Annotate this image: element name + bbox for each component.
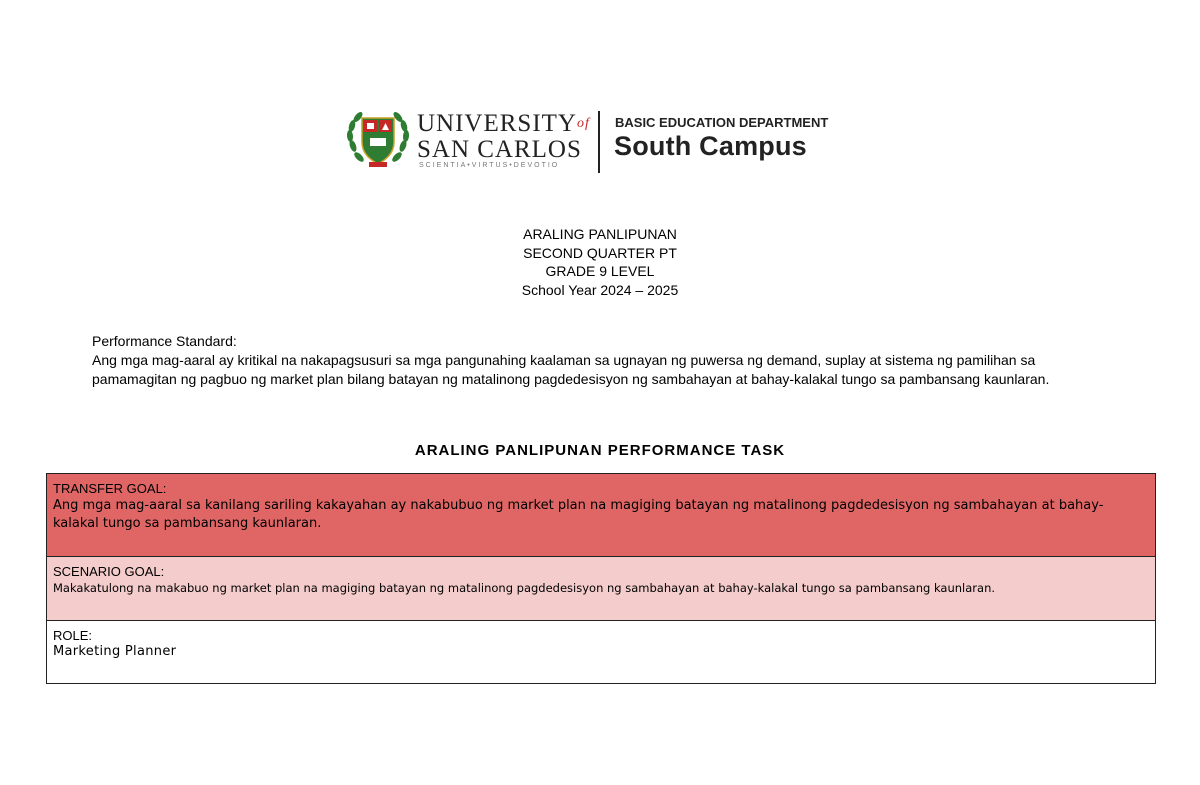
quarter-title: SECOND QUARTER PT xyxy=(523,244,677,261)
performance-standard-label: Performance Standard: xyxy=(92,333,237,349)
scenario-goal-text: Makakatulong na makabuo ng market plan na magiging batayan ng matalinong pagdedesisyon ng sambahayan at bahay-kalakal tungo sa pambansang kaunlaran. xyxy=(53,581,996,595)
transfer-goal-text: Ang mga mag-aaral sa kanilang sariling kakayahan ay nakabubuo ng market plan na magiging batayan ng matalinong pagdedesisyon ng sambahayan at bahay-kalakal tungo sa pambansang kaunlaran. xyxy=(53,498,1104,531)
campus-name: South Campus xyxy=(614,131,807,161)
transfer-goal-row xyxy=(47,474,1156,557)
role-row xyxy=(47,621,1156,684)
department-name: BASIC EDUCATION DEPARTMENT xyxy=(615,115,829,130)
grade-title: GRADE 9 LEVEL xyxy=(545,263,655,279)
header-divider xyxy=(598,111,600,173)
role-label: ROLE: xyxy=(53,628,93,643)
performance-standard-text: Ang mga mag-aaral ay kritikal na nakapagsusuri sa mga pangunahing kaalaman sa ugnayan ng puwersa ng demand, suplay at sistema ng pamilihan sa pamamagitan ng pagbuo ng market plan bilang batayan ng matalinong pagdedesisyon ng sambahayan at bahay-kalakal tungo sa pambansang kaunlaran. xyxy=(92,352,1050,387)
university-name-line2: SAN CARLOS xyxy=(417,136,582,163)
transfer-goal-label: TRANSFER GOAL: xyxy=(53,481,167,496)
performance-task-table xyxy=(46,473,1156,684)
transfer-goal-cell xyxy=(47,474,1156,557)
scenario-goal-row xyxy=(47,557,1156,621)
university-seal-logo xyxy=(345,106,411,172)
subject-title: ARALING PANLIPUNAN xyxy=(523,226,677,242)
role-cell xyxy=(47,621,1156,684)
document-title-block xyxy=(0,225,1200,299)
school-year-title: School Year 2024 – 2025 xyxy=(521,281,679,298)
university-name-of: of xyxy=(577,116,590,131)
university-name-line1: $UNIVERSITY^{of}$ xyxy=(417,110,590,137)
performance-standard xyxy=(92,332,1122,389)
university-motto: SCIENTIA•VIRTUS•DEVOTIO xyxy=(419,162,560,169)
scenario-goal-cell xyxy=(47,557,1156,621)
performance-task-heading: ARALING PANLIPUNAN PERFORMANCE TASK xyxy=(414,442,786,459)
scenario-goal-label: SCENARIO GOAL: xyxy=(53,564,165,579)
header xyxy=(345,106,845,176)
role-text: Marketing Planner xyxy=(53,644,177,659)
